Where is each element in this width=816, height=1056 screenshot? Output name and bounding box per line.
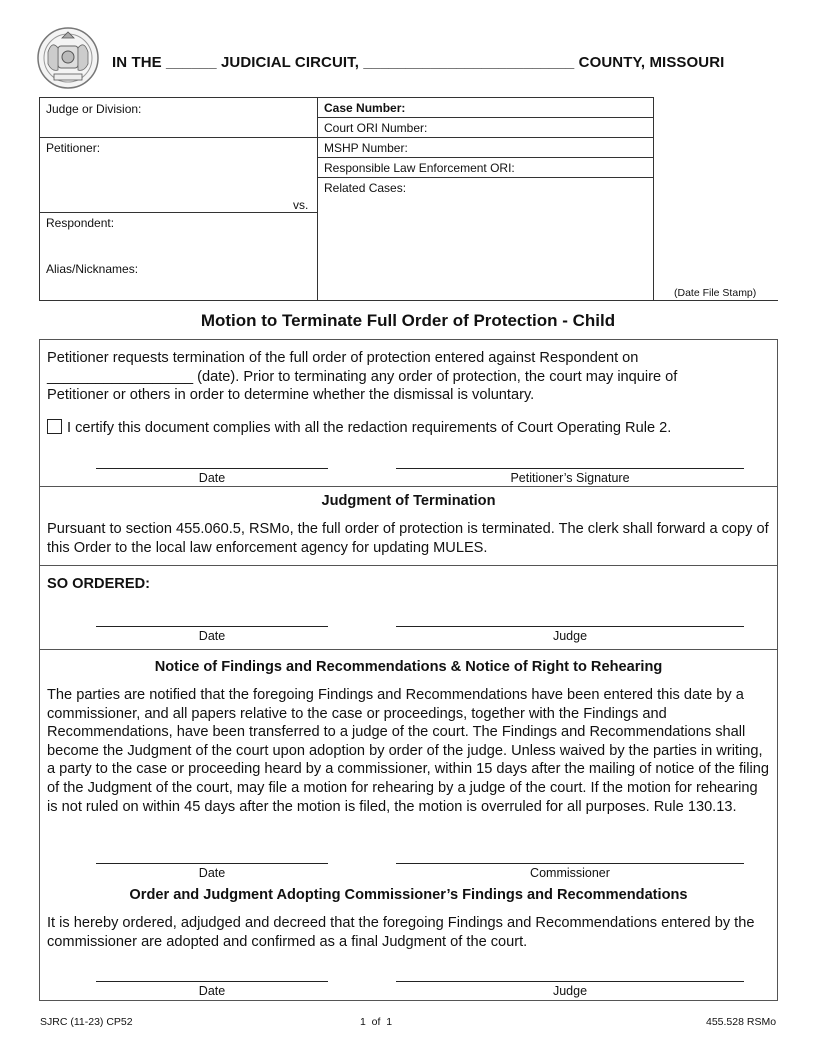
motion-text: Petitioner requests termination of the full order of protection entered against Respondent on __________________ (date). Prior to terminating any order of protection, the court may inquire of Petitioner or others in order to determine whether the dismissal is voluntary.	[47, 350, 678, 404]
date-label: Date	[198, 866, 226, 880]
certify-checkbox[interactable]	[47, 419, 62, 434]
parties-panel	[39, 97, 318, 301]
adoption-heading: Order and Judgment Adopting Commissioner’s Findings and Recommendations	[129, 887, 688, 903]
commissioner-label: Commissioner	[530, 866, 610, 880]
document-title: Motion to Terminate Full Order of Protection - Child	[200, 311, 616, 330]
adoption-date-line[interactable]	[96, 981, 328, 982]
page-number: 1 of 1	[360, 1016, 393, 1028]
date-file-stamp-area	[654, 97, 778, 301]
so-ordered-date-line[interactable]	[96, 626, 328, 627]
petitioner-signature-line[interactable]	[396, 468, 744, 469]
commissioner-date-line[interactable]	[96, 863, 328, 864]
adoption-judge-signature-line[interactable]	[396, 981, 744, 982]
judge-division-label: Judge or Division:	[46, 102, 142, 116]
so-ordered-section	[40, 566, 777, 650]
alias-label: Alias/Nicknames:	[46, 262, 139, 276]
judge-label: Judge	[552, 984, 588, 998]
notice-text: The parties are notified that the foregoing Findings and Recommendations have been entered this date by a commissioner, and all papers relative to the case or proceedings, together with the Findings and Recommendations, have been transferred to a judge of the court. The Findings and Recommendations shall become the Judgment of the court upon adoption by order of the judge. Unless waived by the parties in writing, a party to the case or proceeding heard by a commissioner, within 15 days after the mailing of notice of the filing of the Judgment of the court, may file a motion for rehearing by a judge of the court. If the motion for rehearing is not ruled on within 45 days after the motion is filed, the motion is overruled for all purposes. Rule 130.13.	[47, 687, 769, 815]
commissioner-signature-line[interactable]	[396, 863, 744, 864]
notice-heading: Notice of Findings and Recommendations & Notice of Right to Rehearing	[154, 659, 663, 675]
order-form-body	[39, 339, 778, 1001]
judge-label: Judge	[552, 629, 588, 643]
adoption-text: It is hereby ordered, adjudged and decreed that the foregoing Findings and Recommendations entered by the commissioner are adopted and confirmed as a final Judgment of the court.	[47, 915, 755, 950]
form-id: SJRC (11-23) CP52	[40, 1016, 133, 1028]
statute-reference: 455.528 RSMo	[706, 1016, 777, 1028]
date-label: Date	[198, 984, 226, 998]
so-ordered-heading: SO ORDERED:	[47, 576, 150, 592]
redaction-certification: I certify this document complies with all the redaction requirements of Court Operating Rule 2.	[40, 419, 678, 438]
related-cases-label: Related Cases:	[324, 181, 407, 195]
judgment-heading: Judgment of Termination	[321, 493, 496, 509]
missouri-state-seal-icon	[36, 26, 100, 90]
vs-label: vs.	[293, 198, 309, 212]
case-info-panel	[317, 97, 654, 301]
respondent-label: Respondent:	[46, 216, 115, 230]
court-ori-label: Court ORI Number:	[324, 121, 428, 135]
judgment-text: Pursuant to section 455.060.5, RSMo, the full order of protection is terminated. The clerk shall forward a copy of this Order to the local law enforcement agency for updating MULES.	[47, 521, 769, 556]
date-label: Date	[198, 471, 226, 485]
petitioner-signature-label: Petitioner’s Signature	[510, 471, 630, 485]
motion-section	[40, 340, 777, 486]
notice-section	[40, 650, 777, 880]
mshp-number-label: MSHP Number:	[324, 141, 408, 155]
judgment-termination-section	[40, 487, 777, 565]
petitioner-date-line[interactable]	[96, 468, 328, 469]
case-caption	[39, 97, 778, 301]
date-file-stamp-label: (Date File Stamp)	[674, 287, 757, 299]
judge-signature-line[interactable]	[396, 626, 744, 627]
case-number-label: Case Number:	[324, 101, 406, 115]
petitioner-label: Petitioner:	[46, 141, 101, 155]
date-label: Date	[198, 629, 226, 643]
adoption-section	[40, 880, 777, 1000]
court-heading: IN THE ______ JUDICIAL CIRCUIT, _________________________ COUNTY, MISSOURI	[112, 54, 725, 71]
law-enforcement-ori-label: Responsible Law Enforcement ORI:	[324, 161, 515, 175]
